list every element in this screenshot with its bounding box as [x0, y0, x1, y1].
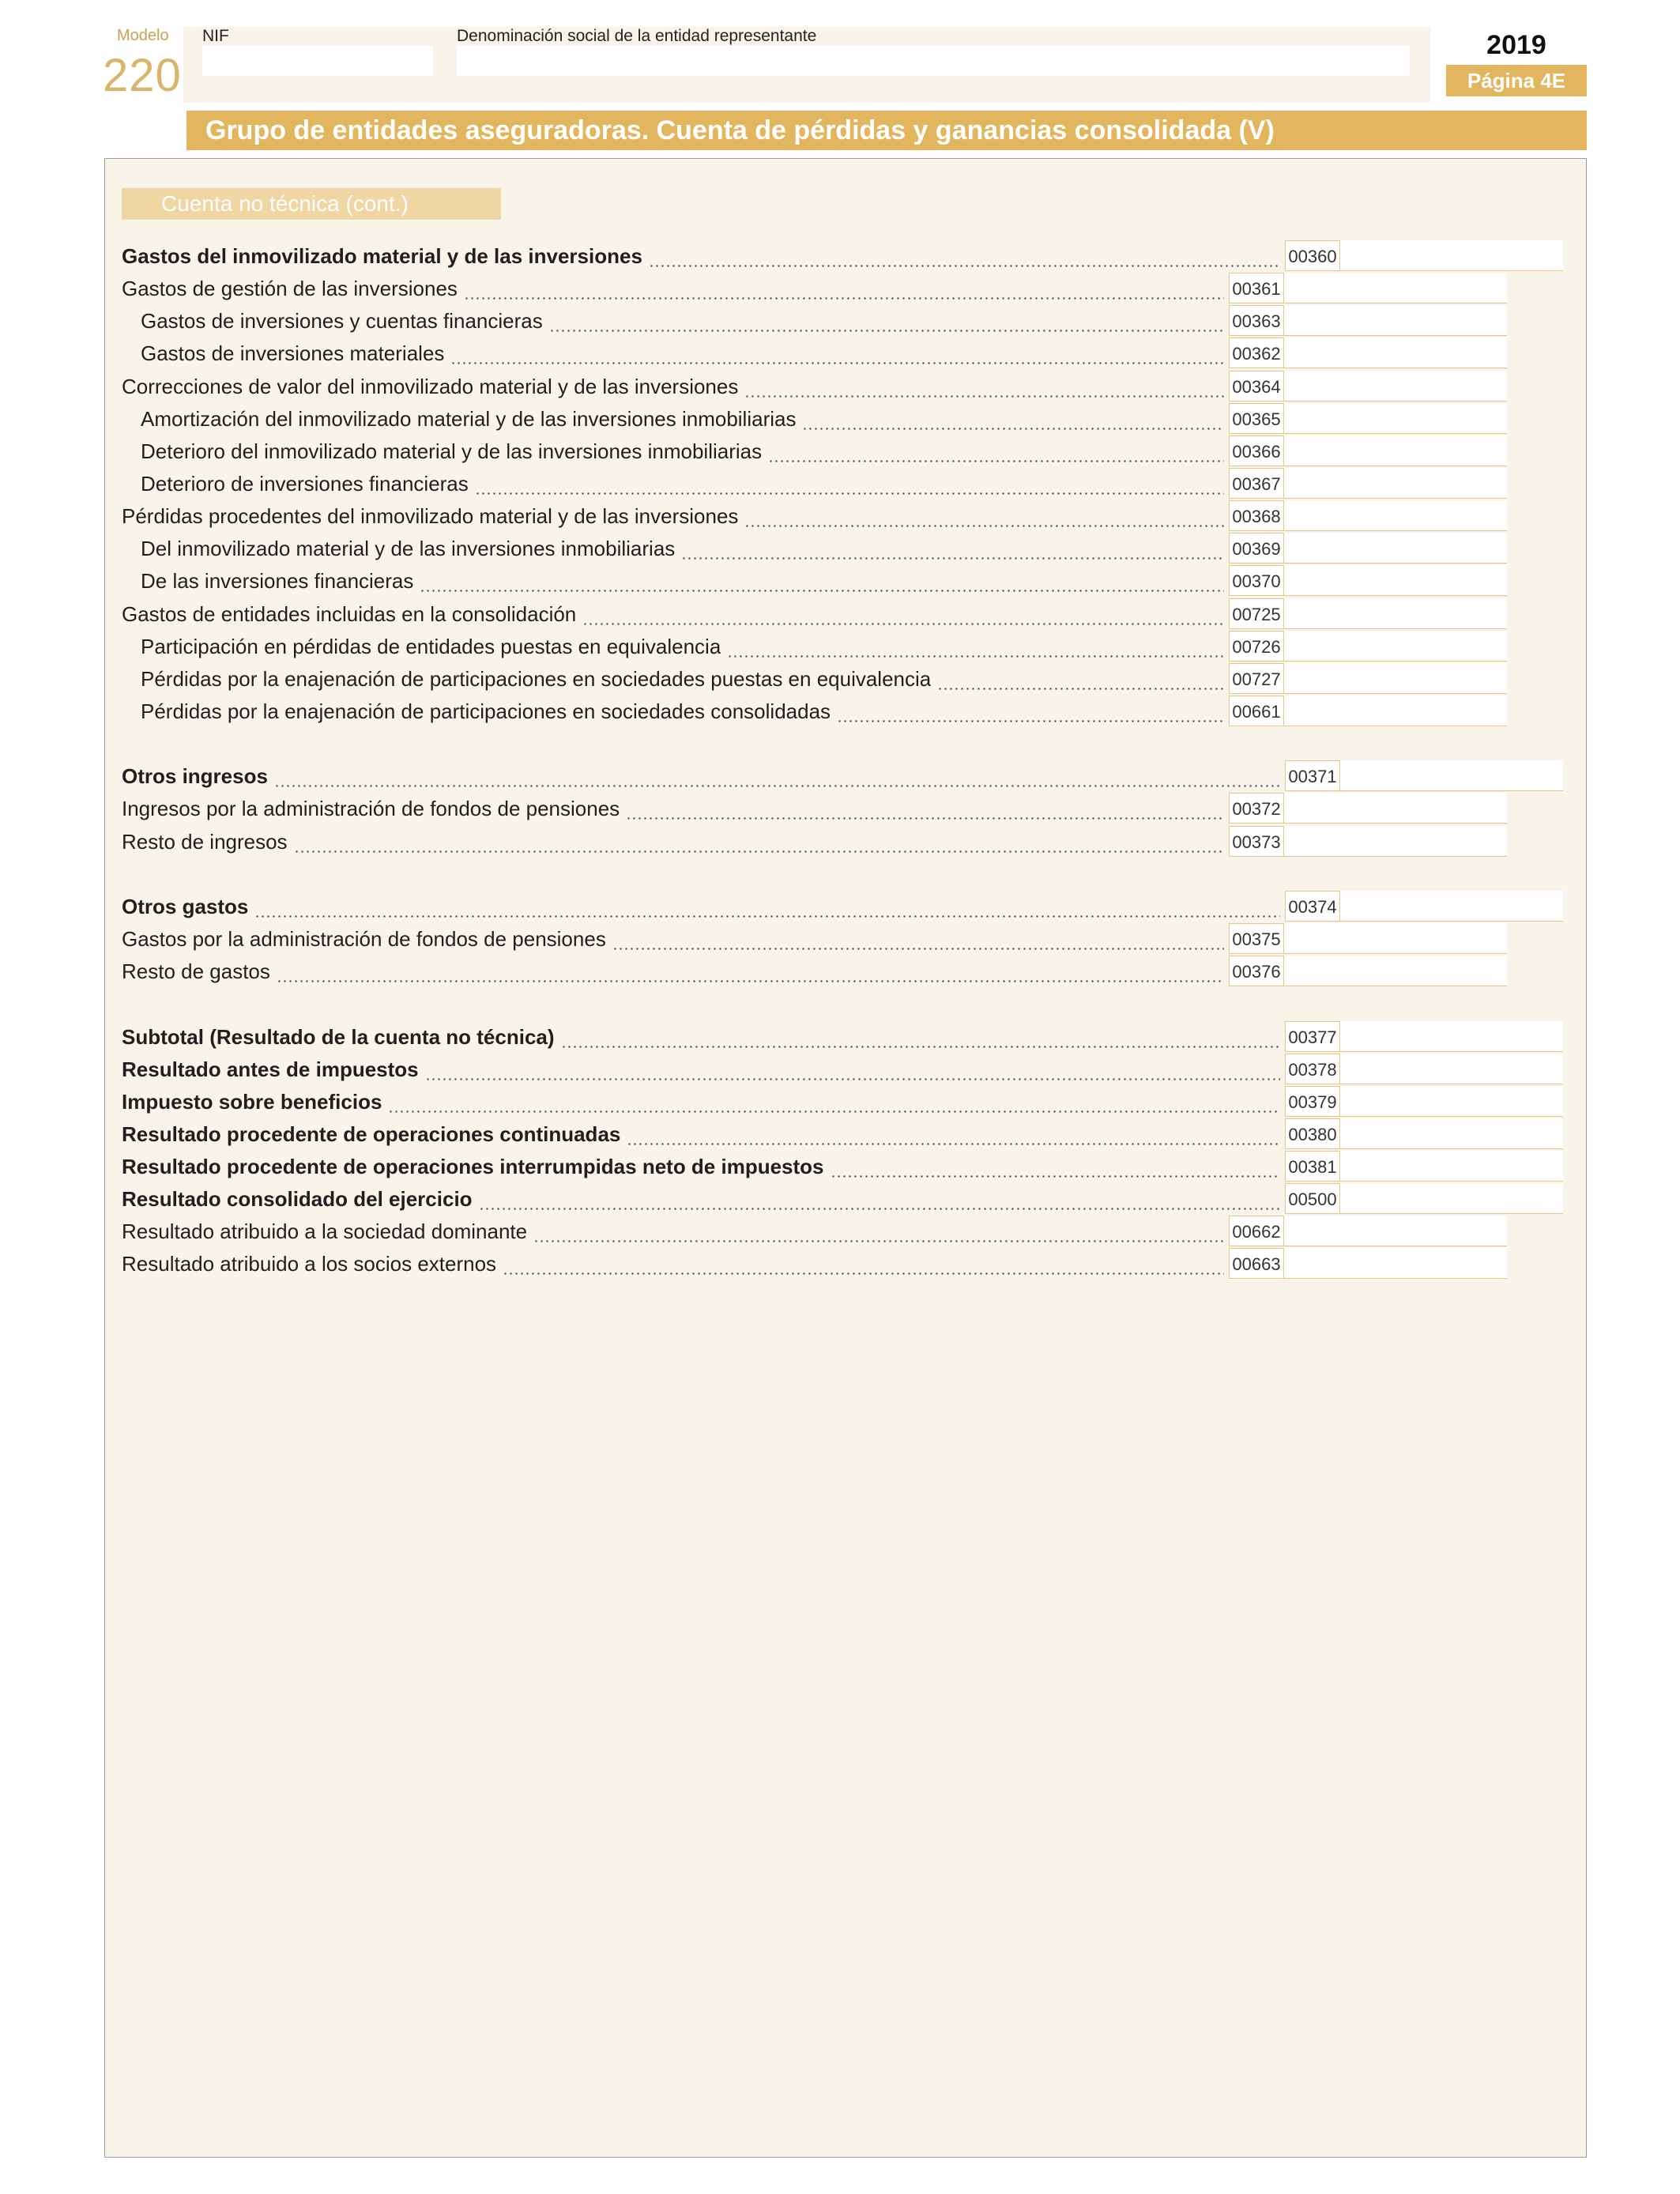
row-label: Gastos de gestión de las inversiones: [122, 277, 458, 300]
form-row-00376: [0, 956, 1680, 988]
amount-input[interactable]: [1340, 760, 1563, 791]
form-row-00379: [0, 1086, 1680, 1118]
amount-input[interactable]: [1284, 533, 1507, 564]
row-label: Amortización del inmovilizado material y de las inversiones inmobiliarias: [141, 407, 797, 431]
row-label: Gastos del inmovilizado material y de las inversiones: [122, 244, 642, 268]
amount-input[interactable]: [1340, 1183, 1563, 1214]
row-label: Impuesto sobre beneficios: [122, 1090, 382, 1114]
field-code: 00365: [1229, 403, 1284, 434]
field-code: 00367: [1229, 468, 1284, 499]
form-row-00361: [0, 273, 1680, 305]
amount-input[interactable]: [1284, 956, 1507, 986]
form-row-00381: [0, 1151, 1680, 1183]
section-tag: Cuenta no técnica (cont.): [122, 188, 501, 220]
page-tab: Página 4E: [1446, 65, 1587, 96]
field-code: 00363: [1229, 305, 1284, 336]
amount-input[interactable]: [1284, 923, 1507, 954]
row-label: Deterioro del inmovilizado material y de las inversiones inmobiliarias: [141, 439, 763, 463]
row-label: Resto de gastos: [122, 959, 270, 983]
form-row-00661: [0, 696, 1680, 728]
amount-input[interactable]: [1284, 403, 1507, 434]
modelo-label: Modelo: [117, 27, 169, 44]
field-code: 00726: [1229, 631, 1284, 662]
leader-dots: [425, 1054, 1280, 1086]
form-row-00727: [0, 663, 1680, 696]
row-label: Subtotal (Resultado de la cuenta no técnica): [122, 1025, 555, 1049]
field-code: 00377: [1285, 1021, 1340, 1052]
form-row-00360: [0, 240, 1680, 273]
row-label: Correcciones de valor del inmovilizado material y de las inversiones: [122, 375, 739, 398]
denominacion-label: Denominación social de la entidad representante: [457, 27, 817, 45]
form-row-00725: [0, 598, 1680, 631]
form-row-00662: [0, 1216, 1680, 1248]
form-row-00377: [0, 1021, 1680, 1054]
form-row-00378: [0, 1054, 1680, 1086]
leader-dots: [561, 1021, 1280, 1054]
field-code: 00361: [1229, 273, 1284, 303]
leader-dots: [582, 598, 1224, 631]
amount-input[interactable]: [1284, 371, 1507, 401]
amount-input[interactable]: [1284, 468, 1507, 499]
leader-dots: [649, 240, 1280, 273]
nif-label: NIF: [202, 27, 229, 45]
amount-input[interactable]: [1284, 1248, 1507, 1279]
field-code: 00662: [1229, 1216, 1284, 1246]
amount-input[interactable]: [1340, 1086, 1563, 1117]
leader-dots: [626, 793, 1224, 825]
leader-dots: [937, 663, 1224, 696]
row-label: Otros gastos: [122, 895, 249, 918]
form-row-00371: [0, 760, 1680, 793]
row-label: Del inmovilizado material y de las inversiones inmobiliarias: [141, 537, 676, 560]
denominacion-field[interactable]: [457, 46, 1410, 76]
leader-dots: [727, 631, 1224, 663]
row-label: Deterioro de inversiones financieras: [141, 472, 469, 496]
amount-input[interactable]: [1284, 696, 1507, 726]
amount-input[interactable]: [1284, 793, 1507, 824]
form-row-00663: [0, 1248, 1680, 1280]
form-row-00364: [0, 371, 1680, 403]
leader-dots: [479, 1183, 1280, 1216]
amount-input[interactable]: [1284, 631, 1507, 662]
leader-dots: [277, 956, 1224, 988]
row-label: Resultado procedente de operaciones continuadas: [122, 1122, 621, 1146]
field-code: 00375: [1229, 923, 1284, 954]
row-label: Resto de ingresos: [122, 830, 288, 854]
amount-input[interactable]: [1284, 435, 1507, 466]
field-code: 00725: [1229, 598, 1284, 629]
leader-dots: [450, 337, 1224, 370]
leader-dots: [503, 1248, 1224, 1280]
page-title: Grupo de entidades aseguradoras. Cuenta de pérdidas y ganancias consolidada (V): [186, 111, 1587, 150]
row-label: Pérdidas por la enajenación de participaciones en sociedades consolidadas: [141, 699, 831, 723]
field-code: 00373: [1229, 826, 1284, 857]
amount-input[interactable]: [1284, 305, 1507, 336]
leader-dots: [744, 371, 1224, 403]
amount-input[interactable]: [1284, 663, 1507, 694]
amount-input[interactable]: [1340, 891, 1563, 922]
form-row-00362: [0, 337, 1680, 370]
row-label: Ingresos por la administración de fondos de pensiones: [122, 797, 620, 820]
row-label: Gastos de inversiones materiales: [141, 341, 445, 365]
leader-dots: [837, 696, 1224, 728]
amount-input[interactable]: [1284, 1216, 1507, 1246]
field-code: 00372: [1229, 793, 1284, 824]
year: 2019: [1486, 30, 1546, 60]
leader-dots: [533, 1216, 1224, 1248]
leader-dots: [274, 760, 1280, 793]
leader-dots: [254, 891, 1280, 923]
form-row-00375: [0, 923, 1680, 956]
field-code: 00727: [1229, 663, 1284, 694]
field-code: 00360: [1285, 240, 1340, 271]
amount-input[interactable]: [1284, 565, 1507, 596]
row-label: Resultado atribuido a los socios externos: [122, 1252, 497, 1276]
field-code: 00366: [1229, 435, 1284, 466]
field-code: 00374: [1285, 891, 1340, 922]
row-label: Gastos por la administración de fondos de pensiones: [122, 927, 606, 951]
amount-input[interactable]: [1284, 598, 1507, 629]
leader-dots: [627, 1118, 1280, 1151]
form-row-00365: [0, 403, 1680, 435]
leader-dots: [388, 1086, 1280, 1118]
amount-input[interactable]: [1340, 1118, 1563, 1149]
row-label: Gastos de entidades incluidas en la consolidación: [122, 602, 577, 626]
leader-dots: [681, 533, 1224, 565]
leader-dots: [612, 923, 1224, 956]
form-row-00726: [0, 631, 1680, 663]
leader-dots: [475, 468, 1224, 500]
form-row-00380: [0, 1118, 1680, 1151]
field-code: 00362: [1229, 337, 1284, 368]
form-row-00367: [0, 468, 1680, 500]
row-label: Resultado atribuido a la sociedad dominante: [122, 1220, 528, 1243]
row-label: De las inversiones financieras: [141, 569, 414, 593]
field-code: 00369: [1229, 533, 1284, 564]
amount-input[interactable]: [1340, 1021, 1563, 1052]
leader-dots: [420, 565, 1224, 598]
field-code: 00381: [1285, 1151, 1340, 1182]
field-code: 00376: [1229, 956, 1284, 986]
leader-dots: [831, 1151, 1280, 1183]
row-label: Resultado antes de impuestos: [122, 1057, 419, 1081]
leader-dots: [802, 403, 1224, 435]
amount-input[interactable]: [1284, 273, 1507, 303]
row-label: Gastos de inversiones y cuentas financieras: [141, 309, 543, 333]
form-row-00363: [0, 305, 1680, 337]
field-code: 00370: [1229, 565, 1284, 596]
field-code: 00661: [1229, 696, 1284, 726]
field-code: 00380: [1285, 1118, 1340, 1149]
amount-input[interactable]: [1340, 1054, 1563, 1084]
row-label: Resultado procedente de operaciones interrumpidas neto de impuestos: [122, 1155, 824, 1178]
row-label: Resultado consolidado del ejercicio: [122, 1187, 473, 1211]
form-row-00373: [0, 826, 1680, 858]
amount-input[interactable]: [1284, 826, 1507, 857]
row-label: Otros ingresos: [122, 764, 268, 788]
leader-dots: [294, 826, 1224, 858]
field-code: 00371: [1285, 760, 1340, 791]
amount-input[interactable]: [1284, 337, 1507, 368]
amount-input[interactable]: [1284, 500, 1507, 531]
form-row-00500: [0, 1183, 1680, 1216]
form-row-00366: [0, 435, 1680, 468]
form-row-00374: [0, 891, 1680, 923]
leader-dots: [464, 273, 1224, 305]
row-label: Pérdidas por la enajenación de participaciones en sociedades puestas en equivalencia: [141, 667, 932, 691]
form-row-00368: [0, 500, 1680, 533]
nif-field[interactable]: [202, 46, 433, 76]
field-code: 00368: [1229, 500, 1284, 531]
leader-dots: [768, 435, 1224, 468]
row-label: Pérdidas procedentes del inmovilizado material y de las inversiones: [122, 504, 739, 528]
field-code: 00379: [1285, 1086, 1340, 1117]
modelo-number: 220: [103, 50, 182, 101]
form-row-00369: [0, 533, 1680, 565]
field-code: 00364: [1229, 371, 1284, 401]
leader-dots: [744, 500, 1224, 533]
amount-input[interactable]: [1340, 1151, 1563, 1182]
row-label: Participación en pérdidas de entidades puestas en equivalencia: [141, 635, 721, 658]
field-code: 00500: [1285, 1183, 1340, 1214]
form-row-00370: [0, 565, 1680, 598]
field-code: 00663: [1229, 1248, 1284, 1279]
field-code: 00378: [1285, 1054, 1340, 1084]
amount-input[interactable]: [1340, 240, 1563, 271]
leader-dots: [549, 305, 1224, 337]
form-row-00372: [0, 793, 1680, 825]
